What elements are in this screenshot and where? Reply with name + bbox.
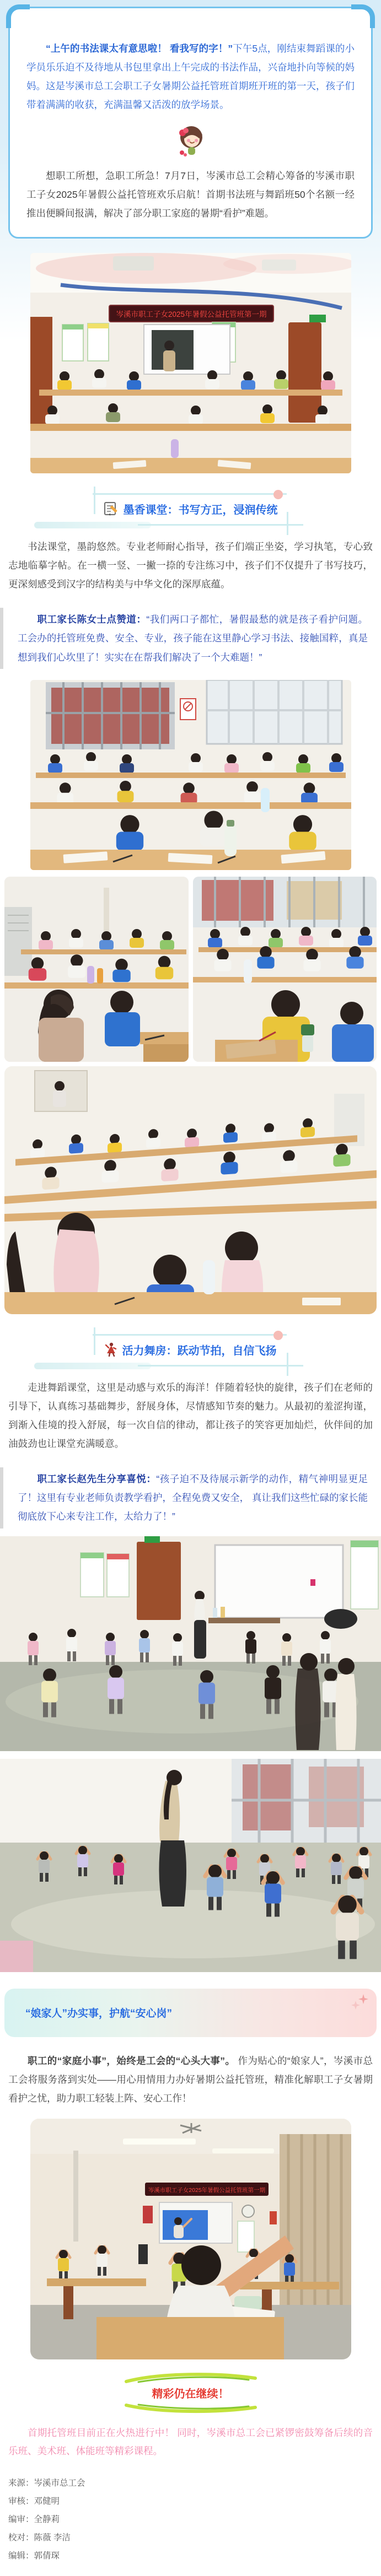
photo-class-right[interactable] xyxy=(193,877,377,1062)
intro-quote-body: 下午5点，刚结束舞蹈课的小学员乐乐迫不及待地从书包里拿出上午完成的书法作品，兴奋地扑向等候的妈妈。这是岑溪市总工会职工子女暑期公益托管班首期班开班的第一天，孩子们带着满满的收获，充满温馨又活泼的放学场景。 xyxy=(26,42,355,110)
quote-lead: 职工家长赵先生分享喜悦： xyxy=(37,1473,157,1485)
quote-lead: 职工家长陈女士点赞道： xyxy=(37,614,147,625)
section-header-calligraphy xyxy=(0,495,381,521)
green-swoosh-top xyxy=(122,2372,260,2384)
credit-proofreader: 校对：陈薇 李洁 xyxy=(8,2533,71,2543)
photo-class-left[interactable] xyxy=(4,877,189,1062)
credit-editor: 编辑：郭倩琛 xyxy=(8,2551,60,2561)
header-blob-decoration xyxy=(34,1363,151,1369)
credit-source: 来源：岑溪市总工会 xyxy=(8,2478,85,2488)
calligraphy-paragraph: 书法课堂，墨韵悠然。专业老师耐心指导，孩子们端正坐姿，学习执笔，专心致志地临摹字帖。在一横一竖、一撇一捺的专注练习中，孩子们不仅提升了书写技巧，更深刻感受到汉字的结构美与中华文化的深厚底蕴。 xyxy=(8,541,373,590)
frame-corner-decoration xyxy=(6,4,30,28)
intro-quote-paragraph xyxy=(26,39,355,115)
photo-dance-room-backs[interactable] xyxy=(0,1536,381,1751)
photo-calligraphy-class[interactable] xyxy=(30,680,351,870)
section-title-calligraphy: 墨香课堂：书写方正，浸润传统 xyxy=(123,504,278,516)
photo-pair-row xyxy=(4,877,377,1062)
photo-classroom-stretch[interactable] xyxy=(30,2119,351,2359)
cute-girl-sticker xyxy=(26,124,355,161)
credits-block xyxy=(8,2477,373,2563)
photo-opening-classroom[interactable] xyxy=(30,253,351,473)
quote-body: “我们两口子都忙，暑假最愁的就是孩子看护问题。工会办的托管班免费、安全、专业，孩子能在这里静心学习书法、接触国粹，真是想到我们心坎里了！实实在在帮我们解决了一个大难题！” xyxy=(18,614,368,663)
article-page xyxy=(0,7,381,2563)
header-line-decoration xyxy=(138,1365,303,1367)
intro-card xyxy=(8,7,373,239)
dancer-icon xyxy=(105,1342,117,1357)
photo-class-wide[interactable] xyxy=(4,1066,377,1314)
parent-quote-dance xyxy=(0,1467,381,1528)
section-title-dance: 活力舞房：跃动节拍，自信飞扬 xyxy=(122,1344,277,1357)
header-line-decoration xyxy=(287,512,288,535)
header-line-decoration xyxy=(287,1353,288,1376)
green-swoosh-bottom xyxy=(122,2402,260,2414)
credit-reviewer: 审核：邓健明 xyxy=(8,2497,60,2507)
parent-quote-calligraphy xyxy=(0,608,381,668)
closing-paragraph xyxy=(8,2051,373,2108)
section-header-dance xyxy=(0,1336,381,1362)
header-line-decoration xyxy=(94,1327,95,1355)
header-blob-decoration xyxy=(34,522,151,528)
closing-body: 作为贴心的“娘家人”，岑溪市总工会将服务落到实处——用心用情用力办好暑期公益托管班，精准化解职工子女暑期看护之忧，助力职工轻装上阵、安心工作！ xyxy=(8,2055,373,2104)
photo-dance-practice[interactable] xyxy=(0,1759,381,1972)
header-line-decoration xyxy=(93,1334,287,1336)
girl-emoji-icon xyxy=(175,124,207,158)
banner-union-service xyxy=(4,1989,377,2037)
frame-corner-decoration xyxy=(351,4,375,28)
intro-quote-lead: “上午的书法课太有意思啦！ 看我写的字！” xyxy=(46,42,233,54)
banner-title: “娘家人”办实事，护航“安心岗” xyxy=(25,2008,173,2019)
pink-note-paragraph: 首期托管班目前正在火热进行中！ 同时，岑溪市总工会已紧锣密鼓筹备后续的音乐班、美术班、体能班等精彩课程。 xyxy=(8,2427,373,2457)
header-line-decoration xyxy=(138,524,303,526)
memo-pencil-icon xyxy=(104,501,118,516)
dance-paragraph: 走进舞蹈课堂，这里是动感与欢乐的海洋！伴随着轻快的旋律，孩子们在老师的引导下，认真练习基础舞步，舒展身体，尽情感知节奏的魅力。从最初的羞涩拘谨，到渐入佳境的投入舒展，每一次自信的律动，都让孩子的笑容更加灿烂，伙伴间的加油鼓劲也让课堂充满暖意。 xyxy=(8,1381,373,1449)
led-banner-text: 岑溪市职工子女2025年暑假公益托管班第一期 xyxy=(115,310,267,318)
outro-block xyxy=(0,2372,381,2414)
header-line-decoration xyxy=(93,493,287,495)
closing-lead: 职工的“家庭小事”，始终是工会的“心头大事”。 xyxy=(28,2055,235,2066)
credit-editor-chief: 编审：全静莉 xyxy=(8,2515,60,2525)
quote-body: “孩子迫不及待展示新学的动作，精气神明显更足了！这里有专业老师负责教学看护，全程免费又安全， 真让我们这些忙碌的家长能彻底放下心来专注工作，太给力了！” xyxy=(18,1473,368,1522)
highlight-text: 精彩仍在继续！ xyxy=(152,2388,229,2400)
pink-star-icon xyxy=(350,1993,369,2012)
header-line-decoration xyxy=(94,487,95,514)
opening-paragraph: 想职工所想，急职工所急！7月7日，岑溪市总工会精心筹备的岑溪市职工子女2025年暑假公益托管班欢乐启航！首期书法班与舞蹈班50个名额一经推出便瞬间报满，解决了部分职工家庭的暑期“看护”难题。 xyxy=(26,170,355,219)
led-banner-text: 岑溪市职工子女2025年暑假公益托管班第一期 xyxy=(148,2186,265,2194)
